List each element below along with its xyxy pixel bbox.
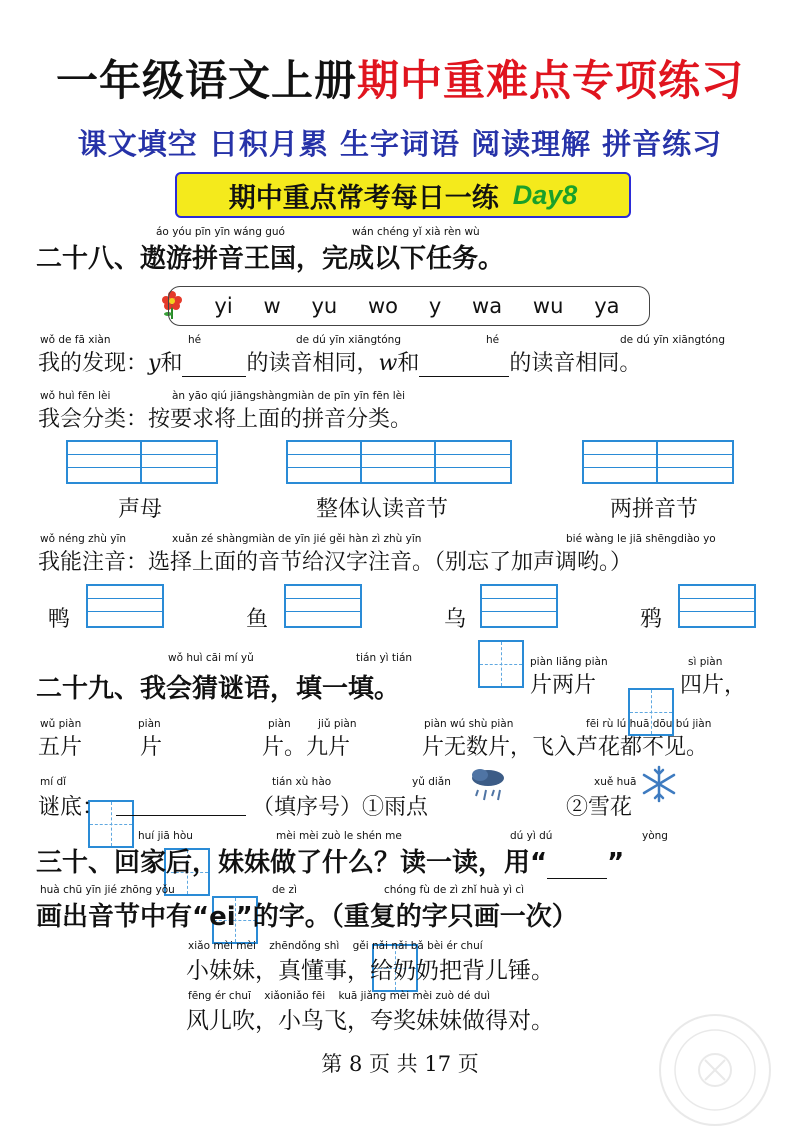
q29-line2-a: 五片 [38, 735, 83, 760]
category-label: 声母 [118, 497, 163, 522]
classify-pinyin-1: wǒ huì fēn lèi [40, 390, 111, 402]
answer-option-2: ②雪花 [566, 795, 633, 820]
snowflake-icon [640, 764, 678, 804]
answer-pinyin: mí dǐ [40, 776, 67, 788]
q29-line2-pinyin: piàn [268, 718, 291, 730]
syllable: yu [311, 294, 338, 318]
writing-grid-char[interactable] [86, 584, 164, 628]
writing-grid-char[interactable] [480, 584, 558, 628]
title-red: 期中重难点专项练习 [357, 56, 745, 105]
title-black: 一年级语文上册 [55, 56, 357, 105]
subtitle: 课文填空 日积月累 生字词语 阅读理解 拼音练习 [77, 127, 723, 161]
q30-pinyin: de zì [272, 884, 297, 896]
q29-line1-pinyin: piàn liǎng piàn [530, 656, 608, 668]
q30-pinyin: chóng fù de zì zhǐ huà yì cì [384, 884, 525, 896]
q29-line2-c: 片。九片 [262, 735, 351, 760]
syllable: wa [472, 294, 503, 318]
page-number: 第 8 页 共 17 页 [321, 1052, 479, 1076]
page-title [0, 48, 800, 108]
syllable: y [428, 294, 442, 318]
answer-pinyin: tián xù hào [272, 776, 332, 788]
writing-grid-two-spell[interactable] [582, 440, 734, 484]
q30-pinyin: huí jiā hòu [138, 830, 193, 842]
discover-line: 我的发现：y和 的读音相同，w和 的读音相同。 [38, 351, 642, 376]
banner-day: Day8 [512, 179, 578, 210]
q29-title: 二十九、我会猜谜语，填一填。 [36, 674, 401, 704]
category-label: 两拼音节 [610, 497, 699, 522]
q29-line2-pinyin: piàn wú shù piàn [424, 718, 514, 730]
rain-cloud-icon [468, 766, 506, 806]
writing-grid-char[interactable] [678, 584, 756, 628]
q29-pinyin: wǒ huì cāi mí yǔ [168, 652, 254, 664]
poem-pinyin-1: xiǎo mèi mèi zhēndǒng shì gěi nǎi nǎi bǎ bèi ér chuí [188, 940, 483, 952]
q30-pinyin: yòng [642, 830, 668, 842]
discover-pinyin: hé [188, 334, 202, 346]
q30-pinyin: dú yì dú [510, 830, 553, 842]
syllable: w [263, 294, 281, 318]
underline-sample [547, 855, 607, 879]
answer-hint: （填序号）①雨点 [252, 795, 429, 820]
discover-pinyin: de dú yīn xiāngtóng [296, 334, 401, 346]
syllable: wo [367, 294, 399, 318]
writing-grid-char[interactable] [284, 584, 362, 628]
banner-text: 期中重点常考每日一练 [228, 182, 499, 214]
notate-pinyin-3: bié wàng le jiā shēngdiào yo [566, 533, 716, 545]
syllable: yi [214, 294, 233, 318]
char: 鸦 [640, 607, 663, 632]
q29-line2-pinyin: fēi rù lú huā dōu bú jiàn [586, 718, 712, 730]
q29-line1-pinyin-2: sì piàn [688, 656, 723, 668]
notate-text: 我能注音：选择上面的音节给汉字注音。（别忘了加声调哟。） [38, 550, 633, 575]
q29-line1-a: 片两片 [530, 673, 597, 698]
daily-banner [175, 172, 631, 218]
char: 乌 [444, 607, 467, 632]
answer-pinyin: xuě huā [594, 776, 637, 788]
char: 鸭 [48, 607, 71, 632]
poem-line-2: 风儿吹，小鸟飞，夸奖妹妹做得对。 [186, 1008, 554, 1034]
poem-pinyin-2: fēng ér chuī xiǎoniǎo fēi kuā jiǎng mèi mèi zuò dé duì [188, 990, 491, 1002]
q29-line2-pinyin: wǔ piàn [40, 718, 82, 730]
q29-line2-pinyin: piàn [138, 718, 161, 730]
syllable: ya [594, 294, 620, 318]
q28-pinyin-1: áo yóu pīn yīn wáng guó [156, 226, 285, 238]
q30-line2: 画出音节中有“ei”的字。（重复的字只画一次） [36, 902, 578, 932]
discover-pinyin: hé [486, 334, 500, 346]
answer-label: 谜底： [38, 795, 105, 820]
syllable: wu [532, 294, 564, 318]
q29-line1-b: 四片， [680, 673, 747, 698]
writing-grid-initials[interactable] [66, 440, 218, 484]
q28-title: 二十八、遨游拼音王国，完成以下任务。 [36, 244, 505, 274]
classify-pinyin-2: àn yāo qiú jiāngshàngmiàn de pīn yīn fēn lèi [172, 390, 406, 402]
syllable-box [168, 286, 650, 326]
answer-pinyin: yǔ diǎn [412, 776, 451, 788]
classify-text: 我会分类：按要求将上面的拼音分类。 [38, 407, 413, 432]
q30-pinyin: huà chū yīn jié zhōng yǒu [40, 884, 175, 896]
tian-grid[interactable] [478, 640, 524, 688]
discover-pinyin: de dú yīn xiāngtóng [620, 334, 725, 346]
q28-pinyin-2: wán chéng yǐ xià rèn wù [352, 226, 480, 238]
q29-line2-d: 片无数片，飞入芦花都不见。 [422, 735, 709, 760]
answer-blank[interactable] [182, 355, 246, 377]
q29-line2-b: 片 [140, 735, 163, 760]
answer-blank[interactable] [419, 355, 509, 377]
answer-blank[interactable] [116, 790, 246, 816]
q29-pinyin-2: tián yì tián [356, 652, 413, 664]
q29-line2-pinyin: jiǔ piàn [318, 718, 357, 730]
category-label: 整体认读音节 [316, 497, 449, 522]
q30-title: 三十、回家后，妹妹做了什么？读一读，用“ ” [36, 848, 625, 878]
q30-pinyin: mèi mèi zuò le shén me [276, 830, 402, 842]
poem-line-1: 小妹妹，真懂事，给奶奶把背儿锤。 [186, 958, 554, 984]
notate-pinyin-2: xuǎn zé shàngmiàn de yīn jié gěi hàn zì zhù yīn [172, 533, 422, 545]
char: 鱼 [246, 607, 269, 632]
discover-pinyin: wǒ de fā xiàn [40, 334, 111, 346]
notate-pinyin-1: wǒ néng zhù yīn [40, 533, 127, 545]
writing-grid-whole[interactable] [286, 440, 512, 484]
